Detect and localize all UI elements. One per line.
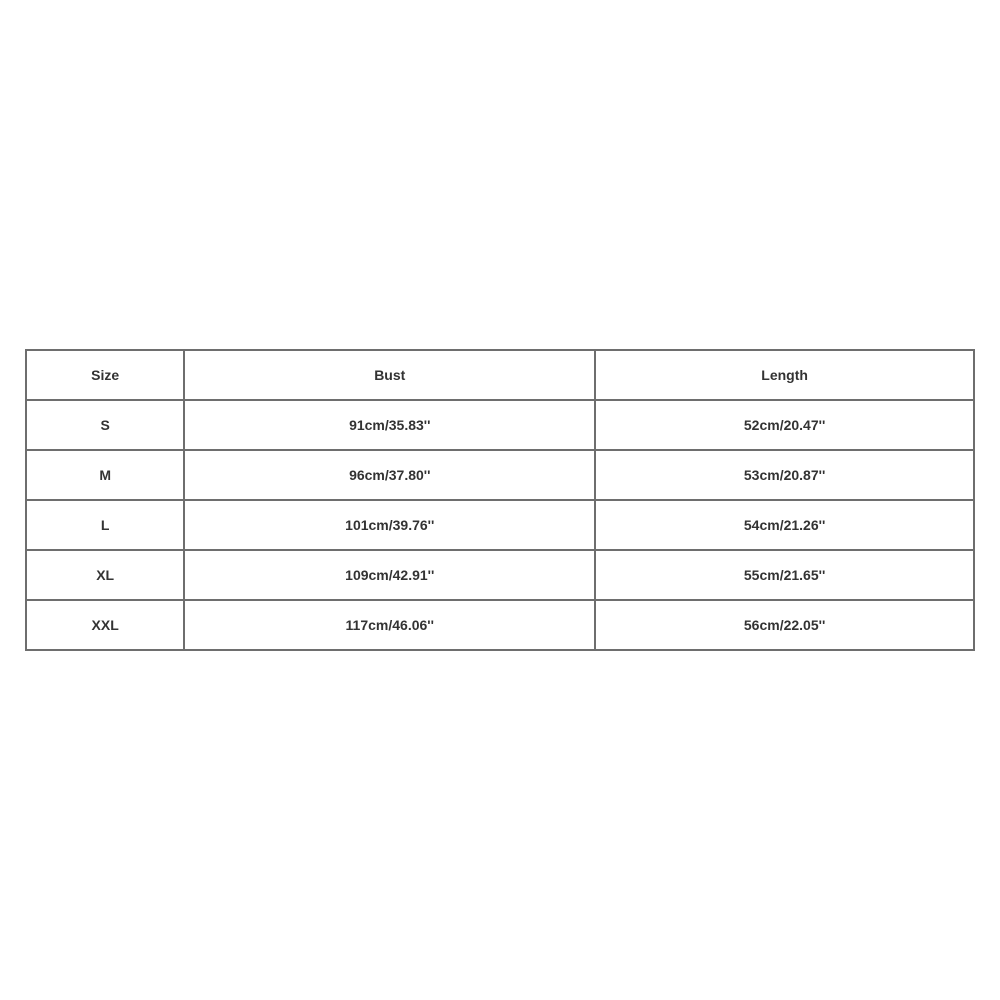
size-cell: L (26, 500, 184, 550)
header-bust: Bust (184, 350, 595, 400)
header-length: Length (595, 350, 974, 400)
length-cell: 52cm/20.47'' (595, 400, 974, 450)
size-chart-table (25, 349, 975, 651)
bust-cell: 96cm/37.80'' (184, 450, 595, 500)
length-cell: 55cm/21.65'' (595, 550, 974, 600)
bust-cell: 117cm/46.06'' (184, 600, 595, 650)
length-cell: 54cm/21.26'' (595, 500, 974, 550)
size-cell: XXL (26, 600, 184, 650)
length-cell: 53cm/20.87'' (595, 450, 974, 500)
size-cell: XL (26, 550, 184, 600)
size-cell: M (26, 450, 184, 500)
bust-cell: 91cm/35.83'' (184, 400, 595, 450)
table-row (26, 600, 974, 650)
table-row (26, 400, 974, 450)
header-row (26, 350, 974, 400)
length-cell: 56cm/22.05'' (595, 600, 974, 650)
bust-cell: 109cm/42.91'' (184, 550, 595, 600)
table-row (26, 450, 974, 500)
header-size: Size (26, 350, 184, 400)
table-row (26, 500, 974, 550)
size-cell: S (26, 400, 184, 450)
bust-cell: 101cm/39.76'' (184, 500, 595, 550)
table-row (26, 550, 974, 600)
